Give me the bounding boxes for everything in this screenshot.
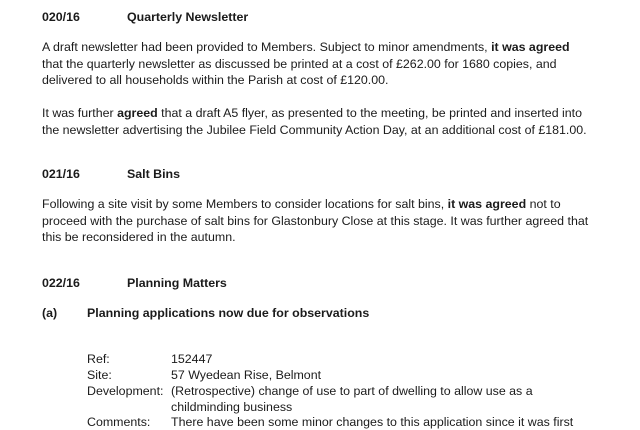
section-number: 022/16 (42, 276, 80, 290)
paragraph-line: the newsletter advertising the Jubilee Field Community Action Day, at an additional cost of £181.00. (42, 122, 587, 137)
subsection-label: (a) (42, 306, 58, 320)
paragraph-line: Following a site visit by some Members to consider locations for salt bins, it was agreed not to (42, 197, 561, 211)
comments-value: There have been some minor changes to this application since it was first (171, 415, 574, 429)
section-heading: Quarterly Newsletter (127, 10, 249, 24)
comments-label: Comments: (87, 415, 151, 429)
section-heading: Planning Matters (127, 276, 227, 290)
paragraph (42, 39, 570, 89)
site-label: Site: (87, 368, 112, 382)
paragraph (42, 105, 587, 138)
development-value-continued: childminding business (171, 400, 293, 414)
subsection-heading: Planning applications now due for observations (87, 306, 370, 320)
paragraph-line: delivered to all households within the Parish at cost of £120.00. (42, 73, 389, 87)
ref-label: Ref: (87, 352, 110, 366)
paragraph (42, 196, 588, 246)
paragraph-line: that the quarterly newsletter as discussed be printed at a cost of £262.00 for 1680 copies, and (42, 56, 557, 71)
paragraph-line: A draft newsletter had been provided to Members. Subject to minor amendments, it was agreed (42, 40, 570, 54)
ref-value: 152447 (171, 352, 213, 366)
section-number: 020/16 (42, 10, 80, 24)
paragraph-line: this be reconsidered in the autumn. (42, 230, 236, 244)
development-value: (Retrospective) change of use to part of dwelling to allow use as a (171, 384, 533, 398)
section-heading: Salt Bins (127, 167, 181, 181)
site-value: 57 Wyedean Rise, Belmont (171, 368, 322, 382)
paragraph-line: proceed with the purchase of salt bins for Glastonbury Close at this stage. It was further agreed that (42, 213, 589, 228)
development-label: Development: (87, 384, 164, 398)
paragraph-line: It was further agreed that a draft A5 flyer, as presented to the meeting, be printed and inserted into (42, 106, 583, 120)
section-number: 021/16 (42, 167, 80, 181)
